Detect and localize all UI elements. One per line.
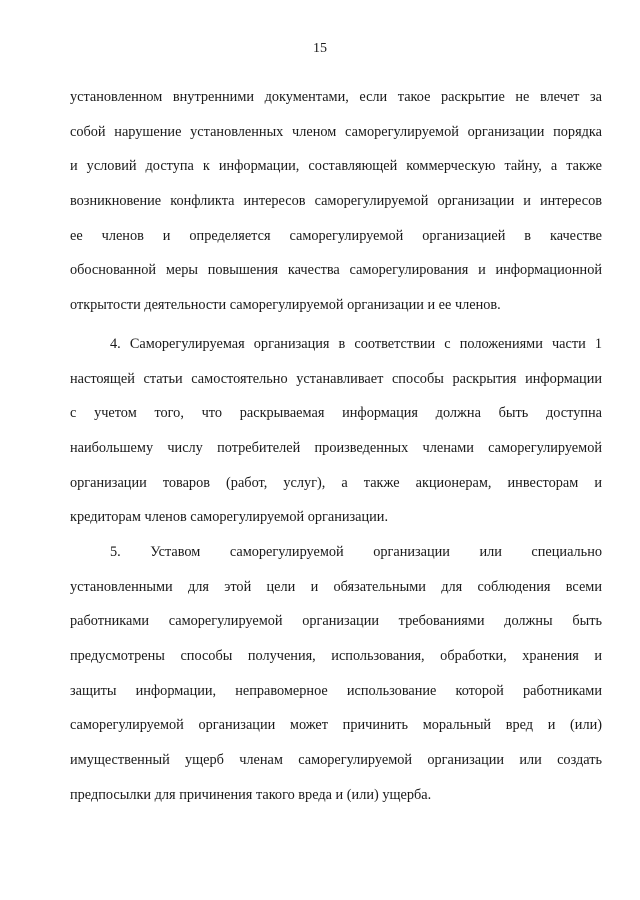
text-line: наибольшему числу потребителей произведенных членами саморегулируемой [70, 440, 602, 457]
text-line: ее членов и определяется саморегулируемой организацией в качестве [70, 227, 602, 244]
text-line: собой нарушение установленных членом саморегулируемой организации порядка [70, 123, 602, 140]
text-line: и условий доступа к информации, составляющей коммерческую тайну, а также [70, 158, 602, 175]
paragraph-continuation [70, 80, 602, 323]
text-line: с учетом того, что раскрываемая информация должна быть доступна [70, 405, 602, 422]
text-line: 4. Саморегулируемая организация в соответствии с положениями части 1 [110, 336, 602, 352]
page-number: 15 [313, 41, 327, 56]
text-line: предпосылки для причинения такого вреда и (или) ущерба. [70, 786, 432, 803]
text-line: саморегулируемой организации может причинить моральный вред и (или) [70, 717, 602, 734]
paragraph-item-5 [70, 535, 602, 813]
text-line: настоящей статьи самостоятельно устанавливает способы раскрытия информации [70, 370, 602, 387]
text-line: установленными для этой цели и обязательными для соблюдения всеми [70, 578, 602, 595]
text-line: кредиторам членов саморегулируемой организации. [70, 509, 389, 526]
text-line: возникновение конфликта интересов саморегулируемой организации и интересов [70, 193, 602, 210]
text-line: работниками саморегулируемой организации требованиями должны быть [70, 613, 602, 630]
text-line: предусмотрены способы получения, использования, обработки, хранения и [70, 648, 602, 665]
text-line: организации товаров (работ, услуг), а также акционерам, инвесторам и [70, 474, 602, 491]
text-line: защиты информации, неправомерное использование которой работниками [70, 682, 602, 699]
text-line: установленном внутренними документами, если такое раскрытие не влечет за [70, 89, 602, 105]
text-line: открытости деятельности саморегулируемой организации и ее членов. [70, 297, 501, 314]
text-line: имущественный ущерб членам саморегулируемой организации или создать [70, 752, 602, 769]
paragraph-item-4 [70, 327, 602, 535]
text-line: 5. Уставом саморегулируемой организации или специально [110, 544, 602, 560]
text-line: обоснованной меры повышения качества саморегулирования и информационной [70, 262, 602, 279]
